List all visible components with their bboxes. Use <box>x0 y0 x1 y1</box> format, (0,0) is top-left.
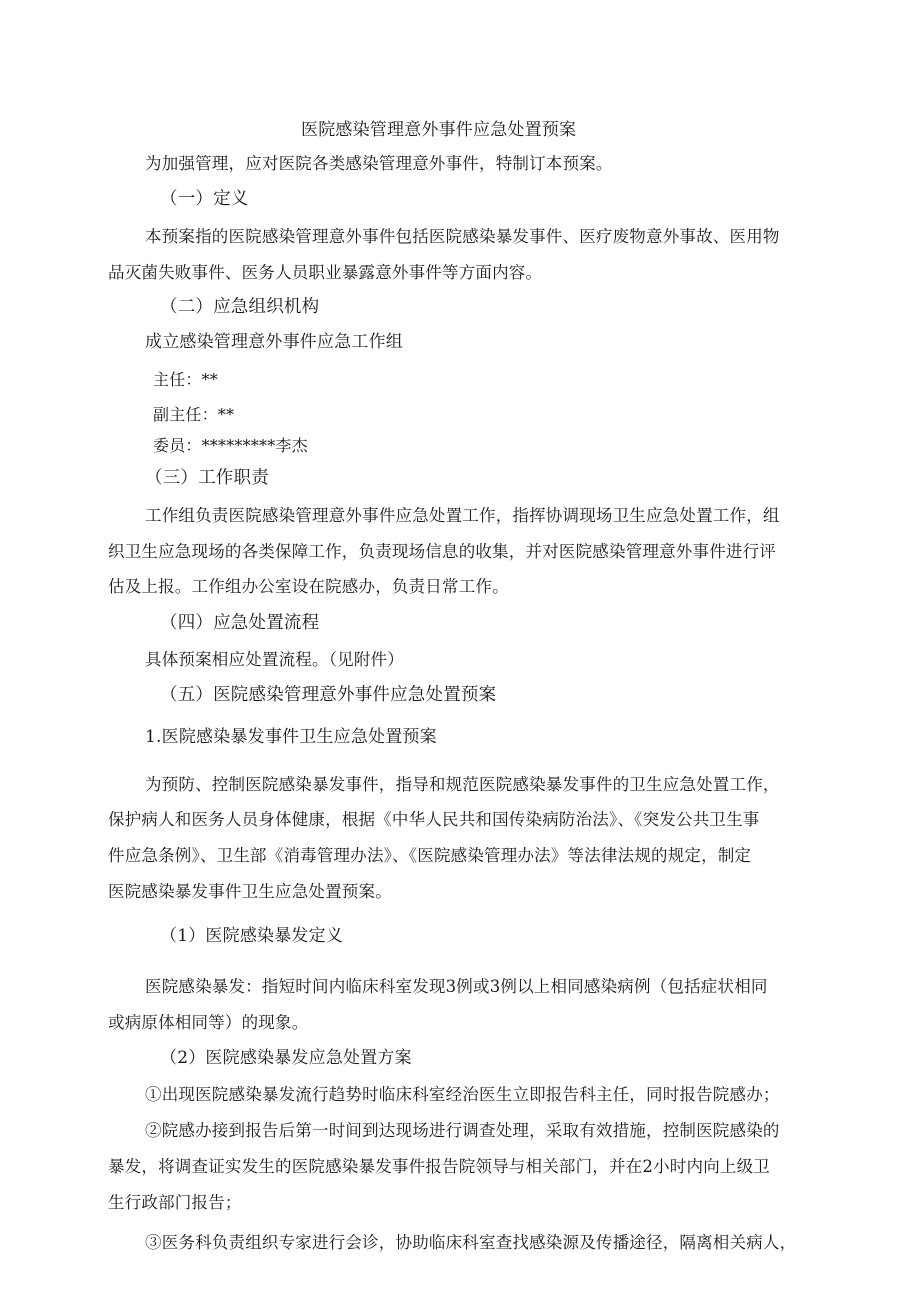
response-plan-step-2-line: 生行政部门报告； <box>108 1193 242 1212</box>
outbreak-paragraph-line: 保护病人和医务人员身体健康，根据《中华人民共和国传染病防治法》、《突发公共卫生事 <box>108 810 760 829</box>
intro-paragraph: 为加强管理，应对医院各类感染管理意外事件，特制订本预案。 <box>145 154 613 173</box>
definition-paragraph-line: 本预案指的医院感染管理意外事件包括医院感染暴发事件、医疗废物意外事故、医用物 <box>145 227 780 246</box>
director-line: 主任：** <box>153 370 219 389</box>
document-title: 医院感染管理意外事件应急处置预案 <box>301 120 577 140</box>
outbreak-definition-line: 医院感染暴发：指短时间内临床科室发现3例或3例以上相同感染病例（包括症状相同 <box>145 977 768 996</box>
process-paragraph: 具体预案相应处置流程。（见附件） <box>145 650 404 669</box>
response-plan-step-2-line: 暴发，将调查证实发生的医院感染暴发事件报告院领导与相关部门，并在2小时内向上级卫 <box>108 1157 770 1176</box>
members-line: 委员：*********李杰 <box>153 436 308 455</box>
vice-director-line: 副主任：** <box>153 405 235 424</box>
definition-paragraph-line: 品灭菌失败事件、医务人员职业暴露意外事件等方面内容。 <box>108 263 543 282</box>
response-plan-step-2-line: ②院感办接到报告后第一时间到达现场进行调查处理，采取有效措施，控制医院感染的 <box>145 1121 780 1140</box>
outbreak-paragraph-line: 为预防、控制医院感染暴发事件，指导和规范医院感染暴发事件的卫生应急处置工作， <box>145 775 780 794</box>
section-heading-process: （四）应急处置流程 <box>160 613 320 633</box>
section-heading-duties: （三）工作职责 <box>145 468 269 488</box>
duties-paragraph-line: 估及上报。工作组办公室设在院感办，负责日常工作。 <box>108 577 509 596</box>
item-heading-outbreak-definition: （1）医院感染暴发定义 <box>160 926 344 946</box>
response-plan-step-1: ①出现医院感染暴发流行趋势时临床科室经治医生立即报告科主任，同时报告院感办； <box>145 1085 780 1104</box>
outbreak-paragraph-line: 医院感染暴发事件卫生应急处置预案。 <box>108 882 392 901</box>
duties-paragraph-line: 织卫生应急现场的各类保障工作，负责现场信息的收集，并对医院感染管理意外事件进行评 <box>108 542 776 561</box>
response-plan-step-3-line: ③医务科负责组织专家进行会诊，协助临床科室查找感染源及传播途径，隔离相关病人， <box>145 1233 797 1252</box>
section-heading-organization: （二）应急组织机构 <box>160 297 320 317</box>
section-heading-plans: （五）医院感染管理意外事件应急处置预案 <box>160 685 497 705</box>
outbreak-paragraph-line: 件应急条例》、卫生部《消毒管理办法》、《医院感染管理办法》等法律法规的规定，制定 <box>108 846 752 865</box>
subsection-heading-outbreak-plan: 1.医院感染暴发事件卫生应急处置预案 <box>145 727 437 747</box>
section-heading-definition: （一）定义 <box>160 189 249 209</box>
item-heading-response-plan: （2）医院感染暴发应急处置方案 <box>160 1048 412 1068</box>
organization-statement: 成立感染管理意外事件应急工作组 <box>145 332 403 352</box>
outbreak-definition-line: 或病原体相同等）的现象。 <box>108 1013 309 1032</box>
duties-paragraph-line: 工作组负责医院感染管理意外事件应急处置工作，指挥协调现场卫生应急处置工作，组 <box>145 506 780 525</box>
